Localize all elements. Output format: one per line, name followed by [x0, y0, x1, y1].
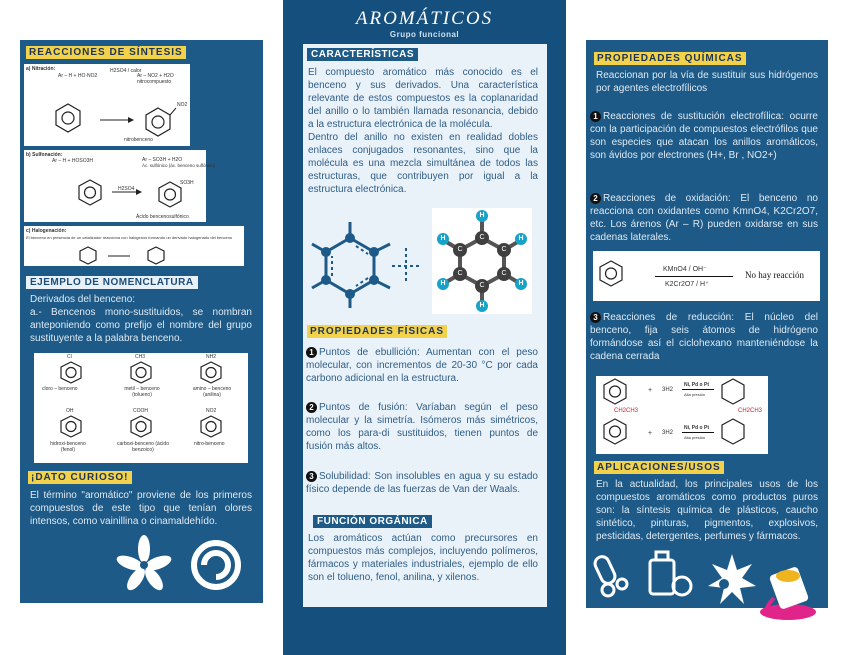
halogenation-label: c) Halogenación: [26, 228, 67, 234]
benzene-3d-bonds [432, 208, 532, 314]
sulfonation-conditions: H2SO4 [118, 186, 135, 192]
compound-2 [106, 353, 176, 405]
chemical-item-1 [590, 110, 818, 162]
atom-h5: H [437, 278, 449, 290]
reduction-ethyl-label-2: CH2CH3 [738, 408, 763, 414]
atom-h4: H [476, 300, 488, 312]
benzene-ring [56, 104, 80, 132]
compound-name: hidroxi-benceno (fenol) [50, 441, 86, 453]
chemical-item-text: Reacciones de oxidación: El benceno no reacciona con oxidantes como KmnO4, K2Cr2O7, etc. Los árenos (Ar – R) pueden oxidarse en sus cadenas laterales. [590, 193, 818, 243]
halobenzene-ring [148, 247, 164, 264]
synthesis-header: REACCIONES DE SÍNTESIS [26, 46, 186, 59]
compound-ring [60, 361, 82, 385]
chemical-item-3 [590, 311, 818, 363]
page-title: AROMÁTICOS [355, 8, 494, 29]
oxidation-result: No hay reacción [745, 270, 804, 280]
atom-c6: C [453, 243, 467, 257]
flower-icon [115, 535, 173, 593]
halogenation-scheme [74, 246, 224, 266]
nitration-product: Ar – NO2 + H2O [137, 73, 174, 79]
number-badge: 3 [306, 471, 317, 482]
nomenclature-header: EJEMPLO DE NOMENCLATURA [26, 276, 198, 289]
applications-icons [592, 548, 824, 628]
compound-name: nitro-benceno [194, 441, 225, 447]
number-badge: 1 [590, 111, 601, 122]
sulfonic-circle [165, 189, 176, 200]
compound-group: OH [66, 408, 74, 414]
nomenclature-text: Derivados del benceno: a.- Bencenos mono-sustituidos, se nombran anteponiendo como prefijo el nombre del grupo sustituyente a la palabra benceno. [30, 294, 252, 344]
reduction-plus-2: + [648, 430, 653, 437]
substituent-bond [170, 108, 176, 115]
characteristics-header: CARACTERÍSTICAS [307, 48, 418, 61]
atom-c3: C [497, 267, 511, 281]
function-text: Los aromáticos actúan como precursores en compuestos más complejos, incluyendo polímeros, fármacos y materiales industriales, ejemplo de ello son el tolueno, fenol, anilina, y xilenos. [308, 533, 538, 583]
benzene-ring [79, 180, 101, 205]
benzene-3d-model [432, 208, 532, 314]
sulfonation-label: b) Sulfonación: [26, 152, 63, 158]
compound-4 [36, 407, 106, 461]
compound-ring [130, 415, 152, 439]
oxidation-arrow [655, 276, 733, 277]
compound-6 [176, 407, 246, 461]
flower-swirl-decoration [114, 533, 250, 597]
reduction-arrow-1 [682, 389, 714, 390]
resonance-ball-stick [310, 218, 428, 312]
fact-header: ¡DATO CURIOSO! [28, 471, 132, 484]
swirl-icon [194, 543, 238, 587]
atom-h2: H [515, 233, 527, 245]
nitrobenzene-group: NO2 [177, 102, 188, 108]
arrow-head [136, 189, 142, 195]
nitration-scheme [54, 100, 194, 140]
reduction-arrow-2 [682, 432, 714, 433]
reduction-catalyst-1: Ni, Pd o Pt [684, 382, 709, 388]
sulfonation-note: Ác. sulfónico (ác. benceno sulfónico) [142, 163, 216, 168]
explosion-icon [708, 554, 756, 604]
nitration-note: nitrocompuesto [137, 79, 172, 85]
compound-group: NH2 [206, 354, 217, 360]
sulfonation-product: Ar – SO3H + H2O [142, 157, 183, 163]
arrow-head [128, 117, 134, 123]
benzene-ring [599, 260, 623, 288]
compound-name: cloro – benceno [42, 386, 78, 392]
atom-c4: C [475, 279, 489, 293]
nitration-equation: Ar – H + HO·NO2 [58, 73, 98, 79]
physical-item-3 [306, 470, 538, 496]
compound-name: carboxi-benceno (ácido benzoico) [117, 441, 169, 453]
physical-item-text: Puntos de ebullición: Aumentan con el peso molecular, con incrementos de 20-30 °C por cada carbono adicional en la estructura. [306, 347, 538, 384]
compound-name: metil – benceno (tolueno) [124, 386, 160, 398]
compound-ring [60, 415, 82, 439]
number-badge: 2 [306, 402, 317, 413]
physical-header: PROPIEDADES FÍSICAS [307, 325, 447, 338]
nitrobenzene-circle [152, 116, 164, 128]
compound-name: amino – benceno (anilina) [192, 386, 232, 398]
bottle-icon [650, 552, 691, 595]
compound-group: CH3 [135, 354, 146, 360]
number-badge: 2 [590, 193, 601, 204]
reduction-h2-2: 3H2 [662, 430, 674, 436]
compound-ring [200, 415, 222, 439]
reduction-conditions-2: Alta presión [684, 435, 706, 440]
physical-item-2 [306, 401, 538, 453]
pills-icon [593, 554, 627, 596]
compound-group: Cl [67, 354, 72, 360]
applications-text: En la actualidad, los principales usos de los compuestos aromáticos como productos puros son: la síntesis química de plásticos, caucho sintético, pinturas, pigmentos, explosivos, pesticidas, detergentes, perfumes y fármacos. [596, 479, 818, 542]
compound-group: NO2 [206, 408, 217, 414]
compound-5 [106, 407, 176, 461]
chemical-intro: Reaccionan por la vía de sustituir sus hidrógenos por agentes electrofílicos [596, 70, 818, 94]
oxidation-scheme [593, 251, 820, 301]
chemical-item-text: Reacciones de reducción: El núcleo del benceno, fija seis átomos de hidrógeno formándose así el ciclohexano manteniéndose la cadena cerrada [590, 312, 818, 362]
nitrobenzene-ring [146, 108, 170, 136]
halogenation-text: El benceno en presencia de un catalizador reacciona con halógenos formando un derivado halogenado del benceno [26, 235, 233, 240]
paint-bucket-icon [760, 566, 816, 620]
page-subtitle: Grupo funcional [389, 30, 460, 39]
physical-item-text: Solubilidad: Son insolubles en agua y su estado físico depende de las fuerzas de Van der Waals. [306, 471, 538, 495]
nitration-box [24, 64, 190, 146]
cyclohexane-ring [720, 378, 746, 406]
benzene-circle [85, 187, 96, 198]
compound-ring [200, 361, 222, 385]
reduction-catalyst-2: Ni, Pd o Pt [684, 425, 709, 431]
reduction-ethyl-label-1: CH2CH3 [614, 408, 639, 414]
chemical-item-2 [590, 192, 818, 244]
reduction-plus-1: + [648, 387, 653, 394]
compound-3 [176, 353, 246, 405]
sulfonic-ring [159, 182, 181, 207]
ethylcyclohexane-ring [720, 416, 746, 446]
ethylbenzene-ring [602, 416, 628, 446]
sulfonic-name: Ácido bencenosulfónico [136, 214, 189, 220]
applications-header: APLICACIONES/USOS [594, 461, 724, 474]
compound-group: COOH [133, 408, 148, 414]
number-badge: 3 [590, 312, 601, 323]
reduction-scheme [596, 376, 768, 454]
chemical-item-text: Reacciones de sustitución electrofílica: ocurre con la participación de compuestos electrófilos que son especies que atacan los anillos aromáticos, son ávidos por electrones (H+, Br , NO2+) [590, 111, 818, 161]
reduction-h2-1: 3H2 [662, 387, 674, 393]
number-badge: 1 [306, 347, 317, 358]
sulfonation-box [24, 150, 216, 222]
compounds-grid [34, 353, 248, 463]
compound-1 [36, 353, 106, 405]
compound-ring [130, 361, 152, 385]
function-header: FUNCIÓN ORGÁNICA [313, 515, 432, 528]
oxidation-reagent-1: KMnO4 / OH⁻ [663, 266, 707, 273]
halogenation-box [24, 226, 244, 266]
benzene-ring [80, 247, 96, 264]
fact-text: El término "aromático" proviene de los primeros compuestos de este tipo que tenían olores intensos, como vainillina o cinamaldehído. [30, 490, 252, 527]
benzene-circle [62, 112, 74, 124]
physical-item-1 [306, 346, 538, 385]
oxidation-reagent-2: K2Cr2O7 / H⁺ [665, 281, 709, 288]
physical-item-text: Puntos de fusión: Varíaban según el peso molecular y la simetría. Isómeros más simétricos, como los para-di sustituidos, tienen puntos de fusión más altos. [306, 402, 538, 452]
atom-h1: H [476, 210, 488, 222]
atom-h6: H [437, 233, 449, 245]
nitrobenzene-name: nitrobenceno [124, 137, 153, 143]
atom-c5: C [453, 267, 467, 281]
chemical-header: PROPIEDADES QUÍMICAS [594, 52, 746, 65]
nitration-conditions: H2SO4 / calor [110, 68, 142, 74]
atom-c1: C [475, 231, 489, 245]
benzene-ring [602, 378, 628, 406]
characteristics-text: El compuesto aromático más conocido es el benceno y sus derivados. Una característica relevante de estos compuestos es la coplanaridad del anillo o lo también llamada resonancia, debido a la estructura electrónica de la molécula. Dentro del anillo no existen en realidad dobles enlaces conjugados resonantes, sino que la molécula es una mezcla simultánea de todos las estructuras, que contribuyen por igual a la estructura electrónica. [308, 67, 538, 195]
reduction-conditions-1: Alta presión [684, 392, 706, 397]
nitration-label: a) Nitración: [26, 66, 56, 72]
sulfonic-group: SO3H [180, 180, 194, 186]
atom-h3: H [515, 278, 527, 290]
atom-c2: C [497, 243, 511, 257]
sulfonation-equation: Ar – H + HOSO3H [52, 158, 93, 164]
